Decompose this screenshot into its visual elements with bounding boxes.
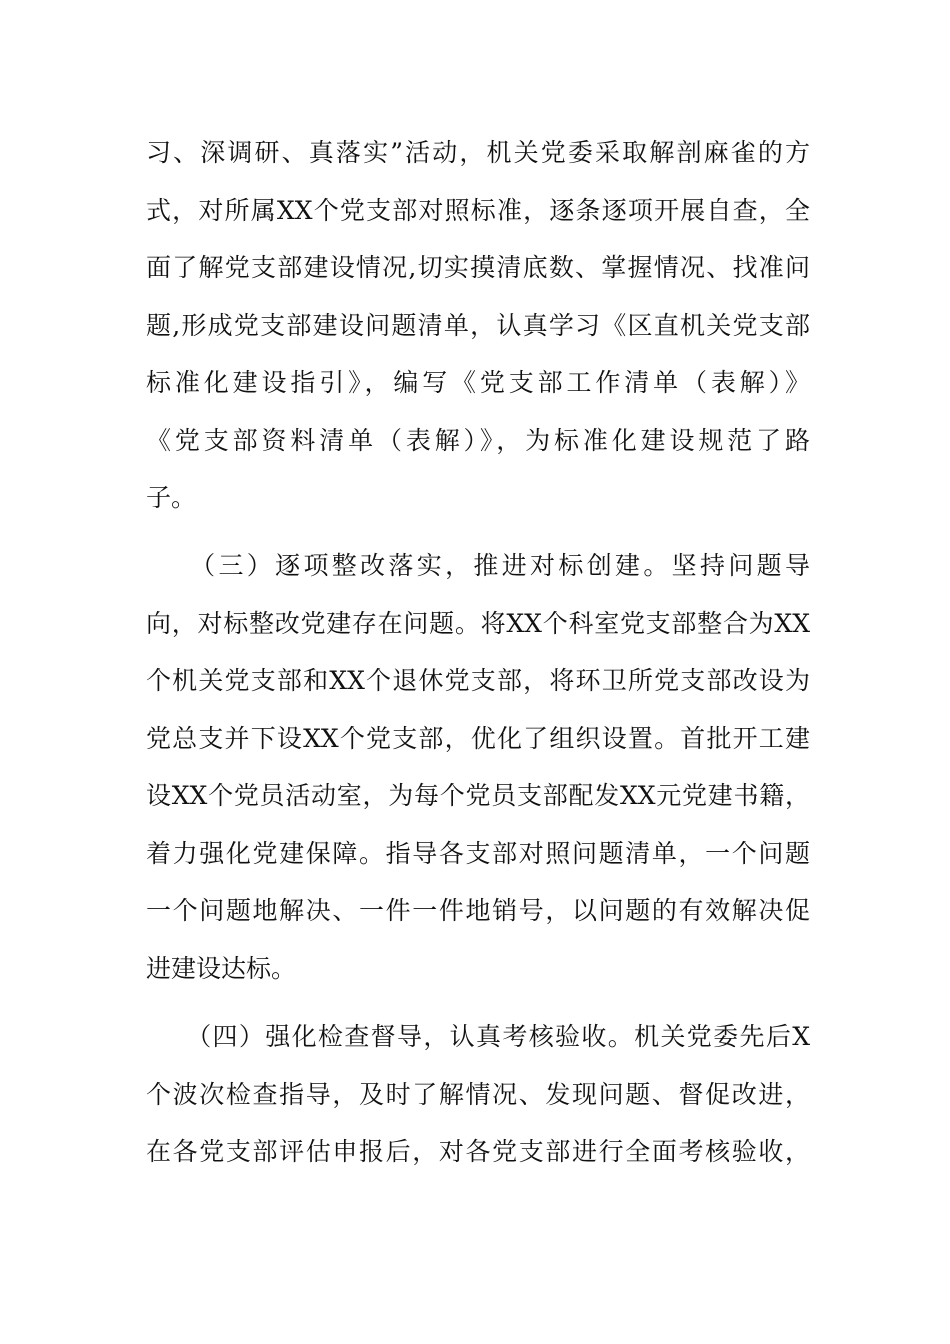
text-line: 题,形成党支部建设问题清单，认真学习《区直机关党支部: [146, 310, 810, 340]
text-line: 式，对所属XX个党支部对照标准，逐条逐项开展自查，全: [146, 195, 810, 225]
text-line: 进建设达标。: [146, 953, 297, 983]
paragraph-section-three: [146, 537, 810, 997]
paragraph-continuation: [146, 124, 810, 527]
text-line: （三）逐项整改落实，推进对标创建。坚持问题导: [146, 551, 810, 580]
text-line: 面了解党支部建设情况,切实摸清底数、掌握情况、找准问: [146, 253, 810, 282]
text-line: 个波次检查指导，及时了解情况、发现问题、督促改进，: [146, 1079, 810, 1109]
text-line: 党总支并下设XX个党支部，优化了组织设置。首批开工建: [146, 723, 810, 753]
text-line: 在各党支部评估申报后，对各党支部进行全面考核验收，: [146, 1137, 810, 1166]
text-line: 习、深调研、真落实”活动，机关党委采取解剖麻雀的方: [146, 138, 810, 167]
text-line: 《党支部资料清单（表解）》，为标准化建设规范了路: [146, 425, 810, 455]
text-line: 设XX个党员活动室，为每个党员支部配发XX元党建书籍，: [146, 781, 810, 810]
text-line: 向，对标整改党建存在问题。将XX个科室党支部整合为XX: [146, 608, 810, 638]
text-line: 子。: [146, 483, 197, 512]
text-line: 个机关党支部和XX个退休党支部，将环卫所党支部改设为: [146, 666, 810, 695]
text-line: 标准化建设指引》，编写《党支部工作清单（表解）》: [146, 368, 810, 397]
text-line: 一个问题地解决、一件一件地销号，以问题的有效解决促: [146, 896, 810, 925]
text-line: 着力强化党建保障。指导各支部对照问题清单，一个问题: [146, 838, 810, 868]
text-line: （四）强化检查督导，认真考核验收。机关党委先后X: [146, 1022, 810, 1051]
paragraph-section-four: [146, 1008, 810, 1181]
